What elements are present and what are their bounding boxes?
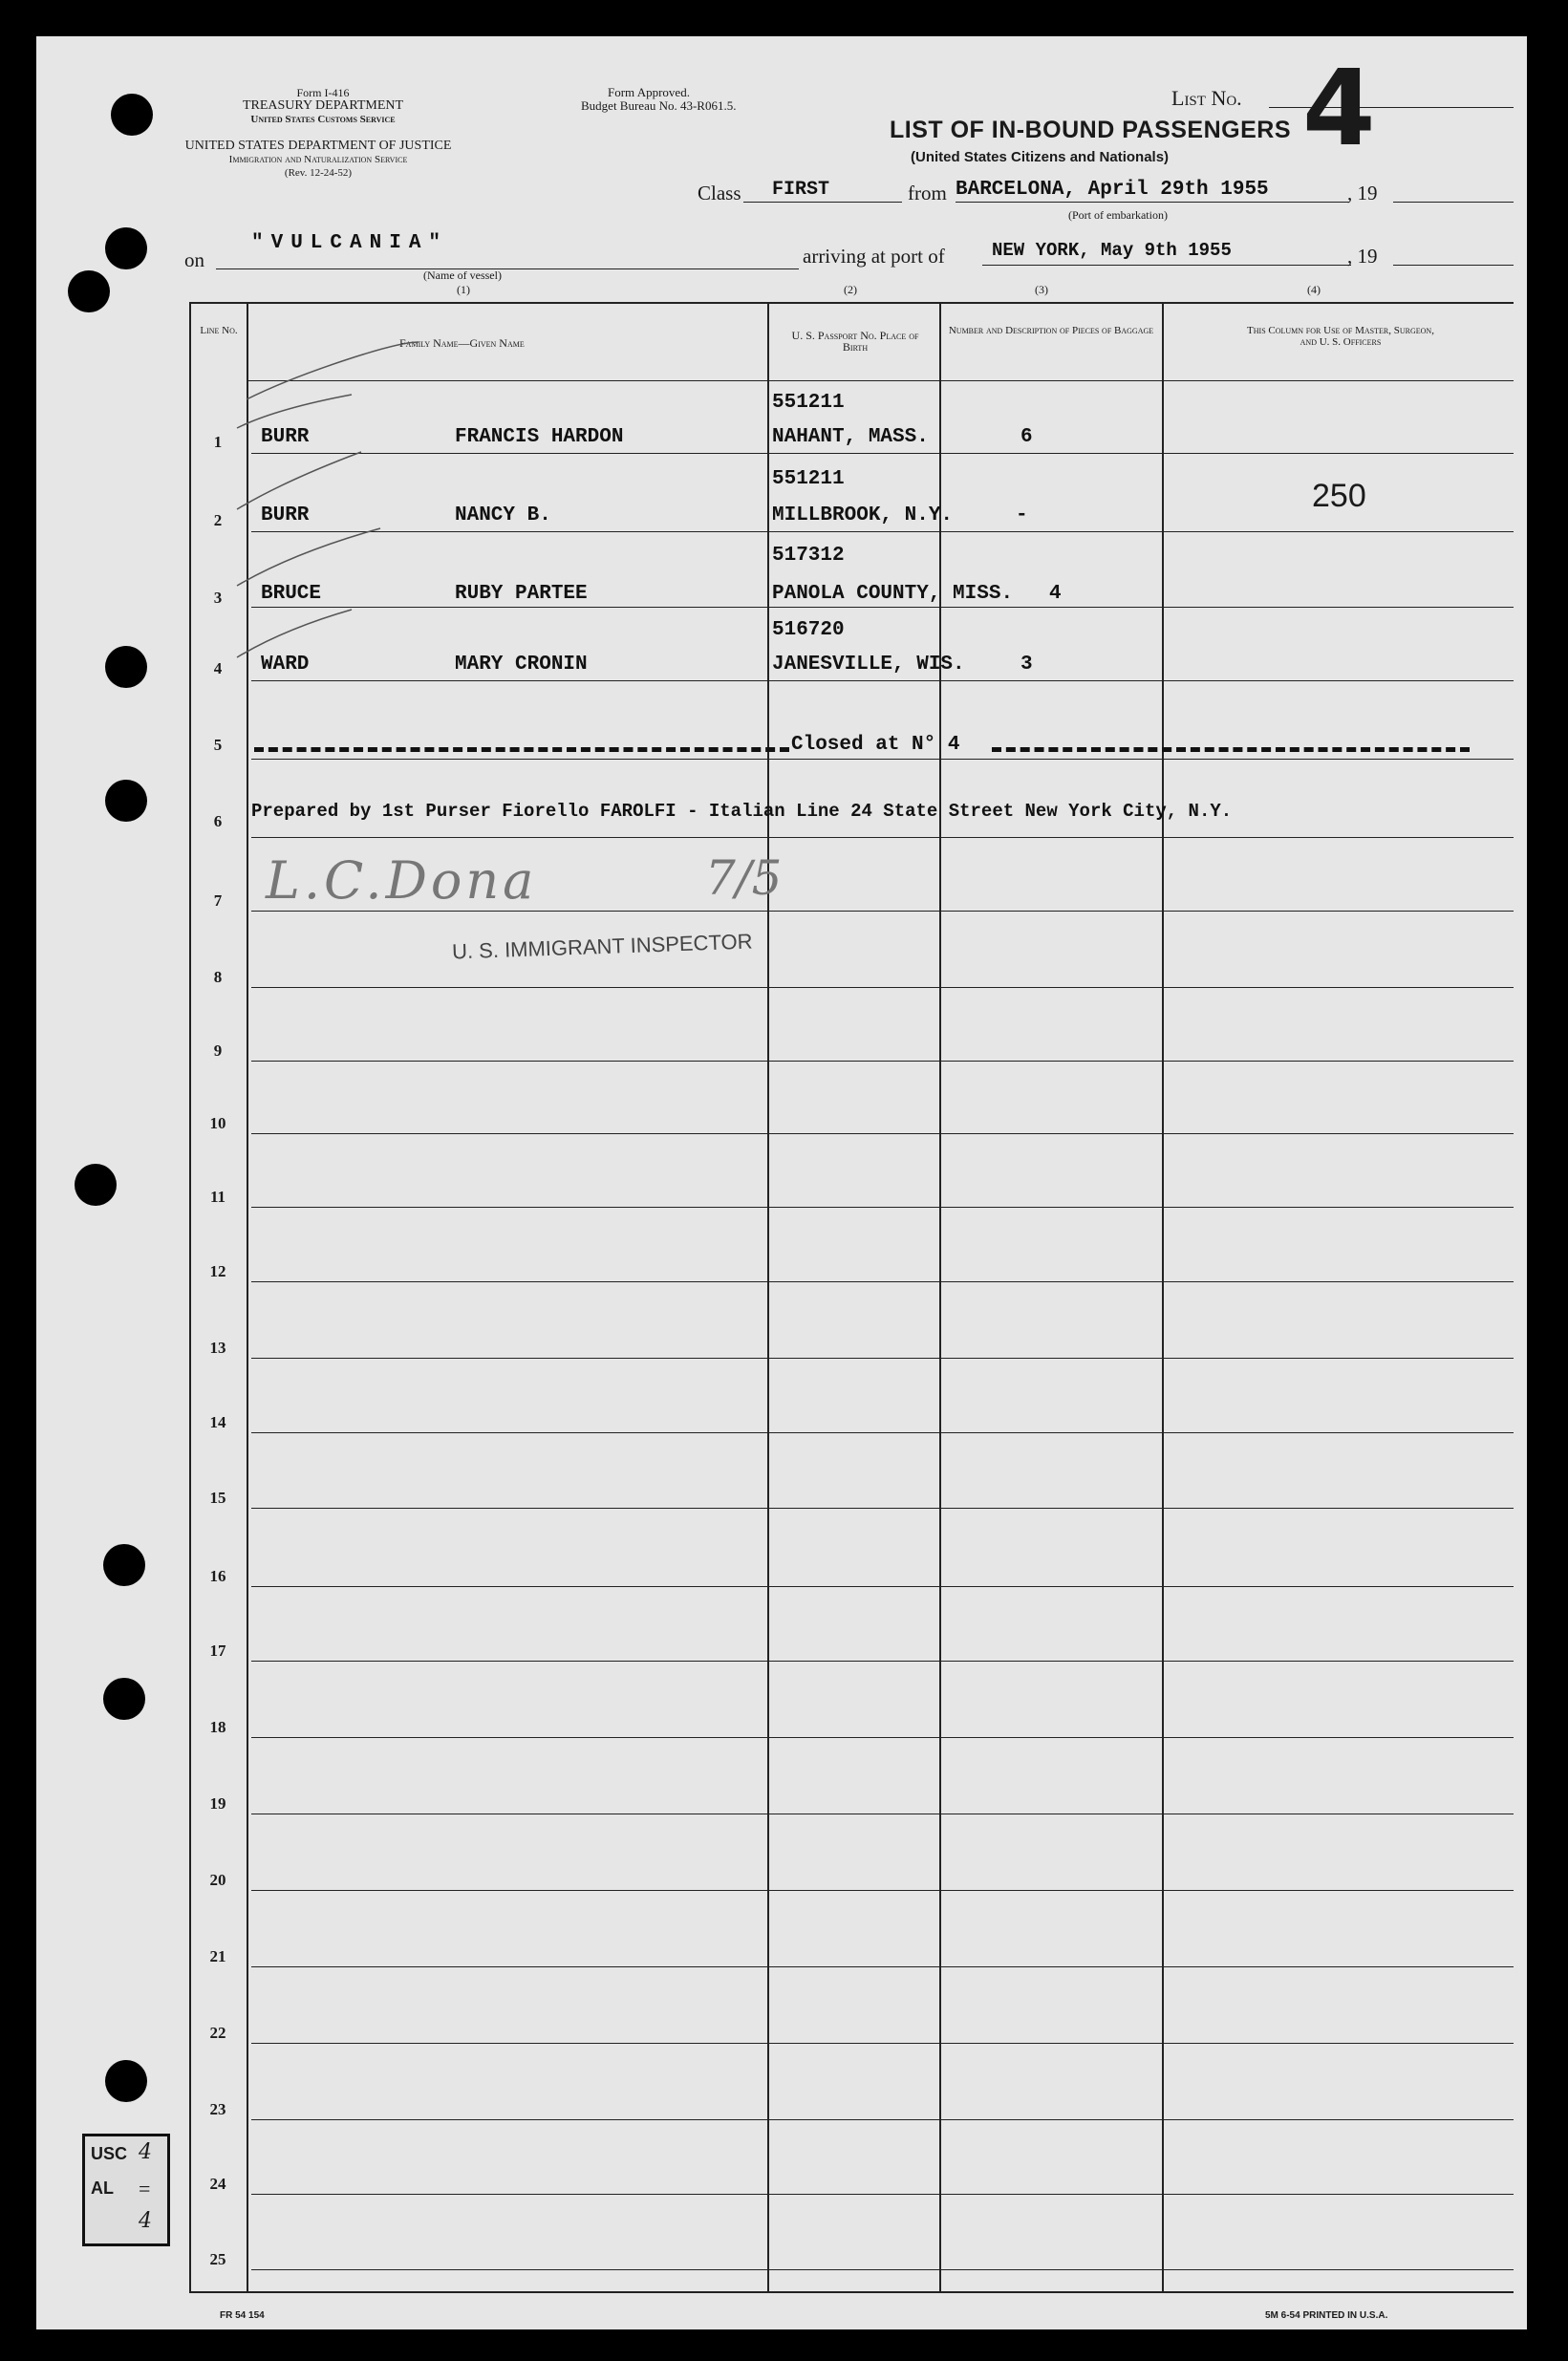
baggage-count: 6 — [1020, 426, 1033, 448]
place-of-birth: MILLBROOK, N.Y. — [772, 504, 954, 526]
col-2-number: (2) — [844, 283, 857, 296]
row-line — [251, 2269, 1514, 2270]
row-line — [251, 1281, 1514, 1282]
place-of-birth: PANOLA COUNTY, MISS. — [772, 583, 1014, 605]
prepared-by-note: Prepared by 1st Purser Fiorello FAROLFI - Italian Line 24 State Street New York City, N.Y. — [251, 801, 1233, 822]
punch-hole — [103, 1678, 145, 1720]
punch-hole — [105, 227, 147, 269]
form-approval — [581, 86, 736, 113]
line-number: 17 — [209, 1642, 226, 1660]
list-no-label: List No. — [1171, 86, 1242, 110]
vessel-underline — [216, 268, 799, 269]
given-name: FRANCIS HARDON — [455, 426, 624, 448]
given-name: NANCY B. — [455, 504, 551, 526]
justice-dept: UNITED STATES DEPARTMENT OF JUSTICE — [184, 139, 452, 153]
footer-left: FR 54 154 — [220, 2310, 265, 2321]
arriving-underline — [982, 265, 1351, 266]
line-number: 14 — [209, 1413, 226, 1431]
line-number: 21 — [209, 1947, 226, 1965]
year-underline — [1393, 202, 1514, 203]
passport-number: 516720 — [772, 619, 845, 641]
stamp-third-value: 4 — [139, 2209, 152, 2233]
form-sheet — [36, 36, 1527, 2329]
family-name: BURR — [261, 426, 310, 448]
row-line — [251, 837, 1514, 838]
line-number: 10 — [209, 1114, 226, 1132]
form-number: Form I-416 — [296, 86, 350, 99]
signature-initials: 7/5 — [705, 850, 783, 906]
treasury-dept: TREASURY DEPARTMENT — [242, 98, 404, 113]
row-line — [251, 1432, 1514, 1433]
line-number: 24 — [209, 2175, 226, 2193]
form-title: LIST OF IN-BOUND PASSENGERS — [890, 117, 1292, 143]
row-line — [251, 1890, 1514, 1891]
year-underline-2 — [1393, 265, 1514, 266]
from-value: BARCELONA, April 29th 1955 — [956, 179, 1269, 201]
class-label: Class — [698, 182, 741, 204]
stamp-usc-value: 4 — [139, 2140, 152, 2164]
line-number: 9 — [213, 1041, 223, 1060]
passport-number: 551211 — [772, 468, 845, 490]
table-bottom-border — [189, 2291, 1514, 2293]
row-line — [251, 2194, 1514, 2195]
from-label: from — [908, 182, 947, 204]
col-header-passport: U. S. Passport No. Place of Birth — [791, 329, 919, 354]
line-number: 12 — [209, 1262, 226, 1280]
line-number: 22 — [209, 2024, 226, 2042]
line-number: 18 — [209, 1718, 226, 1736]
line-number: 4 — [213, 659, 223, 677]
col-header-baggage: Number and Description of Pieces of Baggage — [948, 325, 1154, 336]
passport-number: 517312 — [772, 545, 845, 567]
row-line — [251, 1586, 1514, 1587]
closed-dashes-left — [254, 747, 789, 752]
inspector-stamp: U. S. IMMIGRANT INSPECTOR — [451, 929, 753, 964]
vessel-name: "VULCANIA" — [251, 232, 449, 254]
punch-hole — [111, 94, 153, 136]
punch-hole — [68, 270, 110, 312]
line-number: 13 — [209, 1339, 226, 1357]
row-line — [251, 911, 1514, 912]
col-header-officers: This Column for Use of Master, Surgeon, and U. S. Officers — [1247, 325, 1434, 348]
year-suffix: , 19 — [1347, 182, 1378, 204]
punch-hole — [75, 1164, 117, 1206]
row-line — [251, 1737, 1514, 1738]
officers-note: 250 — [1312, 478, 1366, 514]
line-number: 7 — [213, 891, 223, 910]
row-line — [251, 1661, 1514, 1662]
row-line — [251, 2119, 1514, 2120]
line-number: 23 — [209, 2100, 226, 2118]
inspector-signature: L.C.Dona — [266, 850, 538, 911]
line-number: 25 — [209, 2250, 226, 2268]
arriving-label: arriving at port of — [803, 245, 945, 268]
line-number: 8 — [213, 968, 223, 986]
given-name: RUBY PARTEE — [455, 583, 588, 605]
on-label: on — [184, 248, 204, 271]
baggage-count: 4 — [1049, 583, 1062, 605]
place-of-birth: NAHANT, MASS. — [772, 426, 929, 448]
baggage-col-divider — [1162, 302, 1164, 2291]
family-name: BRUCE — [261, 583, 322, 605]
line-number: 5 — [213, 736, 223, 754]
row-line — [251, 1061, 1514, 1062]
form-approved: Form Approved. — [608, 85, 690, 99]
col-4-number: (4) — [1307, 283, 1321, 296]
col-header-name: Family Name—Given Name — [399, 336, 525, 350]
line-number: 11 — [209, 1188, 226, 1206]
punch-hole — [103, 1544, 145, 1586]
col-3-number: (3) — [1035, 283, 1048, 296]
passport-number: 551211 — [772, 392, 845, 414]
form-revision: (Rev. 12-24-52) — [284, 167, 353, 179]
pencil-checkmarks — [227, 323, 514, 705]
punch-hole — [105, 646, 147, 688]
stamp-al: AL — [91, 2179, 114, 2198]
arriving-value: NEW YORK, May 9th 1955 — [992, 240, 1232, 261]
row-line — [251, 1966, 1514, 1967]
given-name: MARY CRONIN — [455, 654, 588, 676]
from-underline — [956, 202, 1349, 203]
line-number: 6 — [213, 812, 223, 830]
justice-header — [170, 140, 466, 180]
baggage-count: 3 — [1020, 654, 1033, 676]
archive-stamp — [82, 2134, 170, 2246]
port-embarkation-caption: (Port of embarkation) — [1068, 208, 1168, 222]
ins-service: Immigration and Naturalization Service — [228, 154, 408, 165]
family-name: BURR — [261, 504, 310, 526]
form-header-left — [180, 86, 466, 126]
punch-hole — [105, 780, 147, 822]
baggage-count: - — [1016, 504, 1028, 526]
table-top-border — [189, 302, 1514, 304]
class-value: FIRST — [772, 179, 830, 201]
line-number: 2 — [213, 511, 223, 529]
line-number: 16 — [209, 1567, 226, 1585]
customs-service: United States Customs Service — [250, 114, 396, 125]
year-suffix-2: , 19 — [1347, 245, 1378, 268]
closed-dashes-right — [992, 747, 1470, 752]
line-number: 15 — [209, 1489, 226, 1507]
list-number: 4 — [1302, 47, 1376, 169]
family-name: WARD — [261, 654, 310, 676]
row-line — [251, 1508, 1514, 1509]
place-of-birth: JANESVILLE, WIS. — [772, 654, 965, 676]
row-line — [251, 759, 1514, 760]
line-number: 20 — [209, 1871, 226, 1889]
vessel-caption: (Name of vessel) — [423, 268, 502, 282]
row-line — [251, 987, 1514, 988]
class-underline — [743, 202, 902, 203]
budget-bureau: Budget Bureau No. 43-R061.5. — [581, 98, 737, 113]
footer-right: 5M 6-54 PRINTED IN U.S.A. — [1265, 2310, 1388, 2321]
stamp-al-value: = — [139, 2177, 151, 2200]
form-subtitle: (United States Citizens and Nationals) — [911, 149, 1170, 165]
col-1-number: (1) — [457, 283, 470, 296]
line-number: 1 — [213, 433, 223, 451]
row-line — [251, 1358, 1514, 1359]
row-line — [251, 2043, 1514, 2044]
closed-note: Closed at N° 4 — [791, 734, 960, 756]
row-line — [251, 1133, 1514, 1134]
punch-hole — [105, 2060, 147, 2102]
name-col-divider — [767, 302, 769, 2291]
col-header-line-no: Line No. — [200, 325, 238, 336]
line-number: 3 — [213, 589, 223, 607]
stamp-usc: USC — [91, 2144, 128, 2163]
line-number: 19 — [209, 1794, 226, 1813]
row-line — [251, 1207, 1514, 1208]
